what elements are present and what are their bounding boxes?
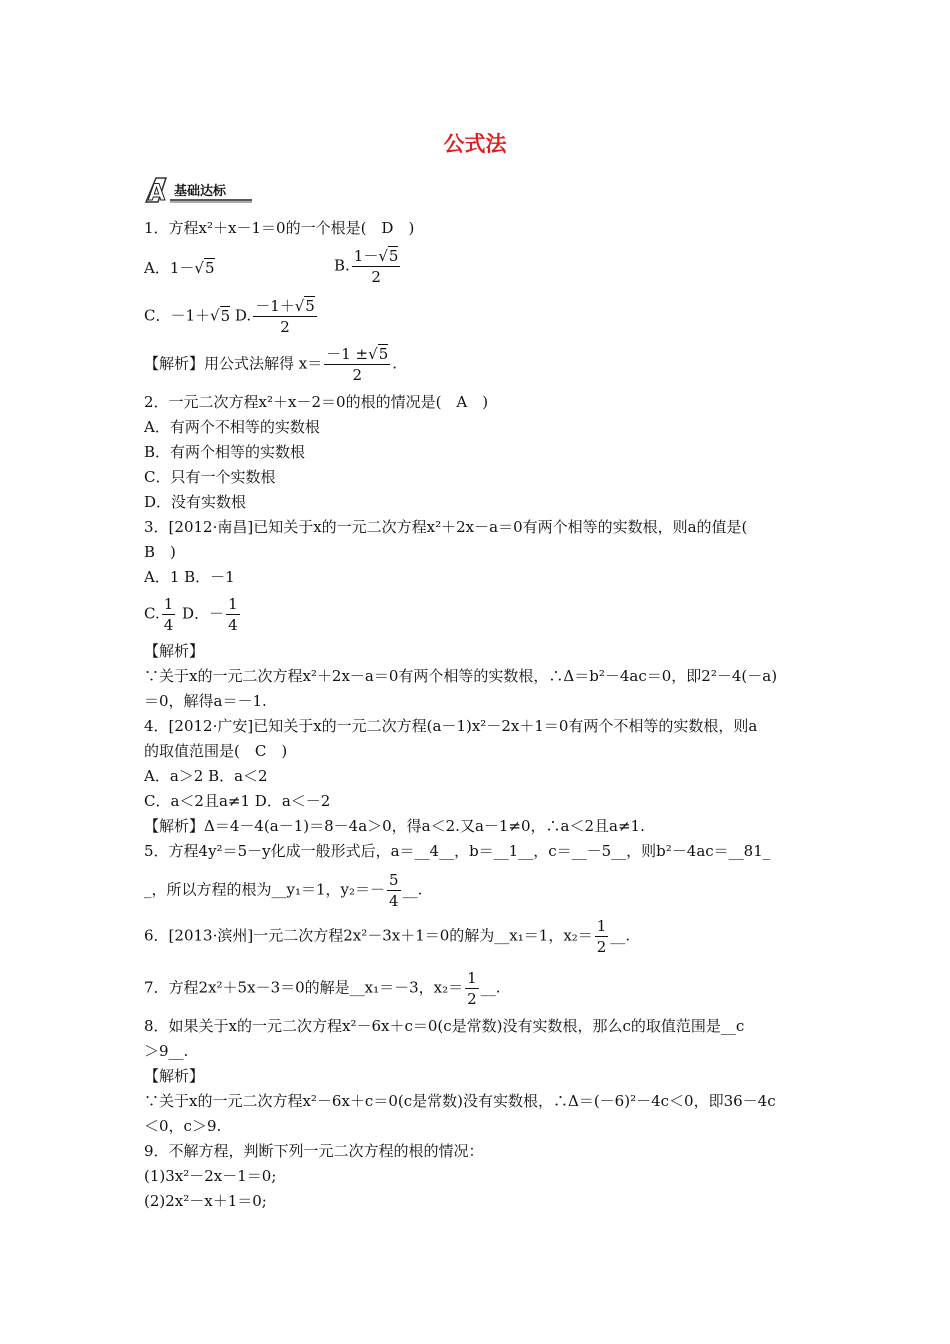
q3-analysis-line1: ∵关于x的一元二次方程x²＋2x－a＝0有两个相等的实数根，∴Δ＝b²－4ac＝0，即2²－4(－a)	[144, 667, 778, 685]
q2-option-b: B．有两个相等的实数根	[144, 443, 306, 461]
q5-line2: _，所以方程的根为__y₁＝1，y₂＝－ $\frac{5}{4}$ __.	[144, 871, 423, 910]
page-title: 公式法	[443, 132, 507, 156]
q3-stem-line2: B )	[144, 543, 176, 561]
q3-options-ab: A．1 B．－1	[144, 568, 235, 586]
q9-stem: 9．不解方程，判断下列一元二次方程的根的情况：	[144, 1142, 484, 1160]
q2-option-c: C．只有一个实数根	[144, 468, 276, 486]
q9-item-2: (2)2x²－x＋1＝0;	[144, 1192, 267, 1210]
q7-line: 7．方程2x²＋5x－3＝0的解是__x₁＝－3，x₂＝ $\frac{1}{2}$ __.	[144, 969, 501, 1008]
q8-line2: ＞9__.	[144, 1042, 189, 1060]
q4-stem-line2: 的取值范围是( C )	[144, 742, 288, 760]
q5-line1: 5．方程4y²＝5－y化成一般形式后，a＝__4__，b＝__1__，c＝__－5__，则b²－4ac＝__81_	[144, 842, 771, 860]
q1-option-cd: C．－1＋√5 D. $\frac{-1+√5}{2}$	[144, 297, 315, 336]
q3-options-cd: C. $\frac{1}{4}$ D．－ $\frac{1}{4}$	[144, 595, 238, 634]
q3-analysis-label: 【解析】	[144, 642, 205, 660]
q1-option-a: A．1－√5	[144, 259, 215, 277]
q1-stem: 1．方程x²＋x－1＝0的一个根是( D )	[144, 219, 415, 237]
q9-item-1: (1)3x²－2x－1＝0;	[144, 1167, 277, 1185]
q4-stem-line1: 4．[2012·广安]已知关于x的一元二次方程(a－1)x²－2x＋1＝0有两个不相等的实数根，则a	[144, 717, 758, 735]
q8-analysis-line2: ＜0，c＞9.	[144, 1117, 222, 1135]
q8-analysis-line1: ∵关于x的一元二次方程x²－6x＋c＝0(c是常数)没有实数根，∴Δ＝(－6)²－4c＜0，即36－4c	[144, 1092, 776, 1110]
q6-line: 6．[2013·滨州]一元二次方程2x²－3x＋1＝0的解为__x₁＝1，x₂＝ $\frac{1}{2}$ __.	[144, 917, 631, 956]
q1-analysis: 【解析】用公式法解得 x＝ $\frac{-1 \pm√5}{2}$ .	[144, 345, 398, 384]
q4-options-ab: A．a＞2 B．a＜2	[144, 767, 268, 785]
q2-stem: 2．一元二次方程x²＋x－2＝0的根的情况是( A )	[144, 393, 489, 411]
q3-analysis-line2: ＝0，解得a＝－1.	[144, 692, 267, 710]
q4-analysis: 【解析】Δ＝4－4(a－1)＝8－4a＞0，得a＜2.又a－1≠0，∴a＜2且a≠1.	[144, 817, 645, 835]
badge-text: 基础达标	[174, 184, 227, 199]
q8-analysis-label: 【解析】	[144, 1067, 205, 1085]
q8-line1: 8．如果关于x的一元二次方程x²－6x＋c＝0(c是常数)没有实数根，那么c的取值范围是__c	[144, 1017, 745, 1035]
section-badge	[144, 176, 256, 204]
q2-option-d: D．没有实数根	[144, 493, 247, 511]
q3-stem-line1: 3．[2012·南昌]已知关于x的一元二次方程x²＋2x－a＝0有两个相等的实数根，则a的值是(	[144, 518, 748, 536]
q1-option-b: B. $\frac{1-√5}{2}$	[334, 247, 399, 286]
q4-options-cd: C．a＜2且a≠1 D．a＜－2	[144, 792, 331, 810]
q2-option-a: A．有两个不相等的实数根	[144, 418, 320, 436]
badge-letter: A	[148, 181, 166, 204]
